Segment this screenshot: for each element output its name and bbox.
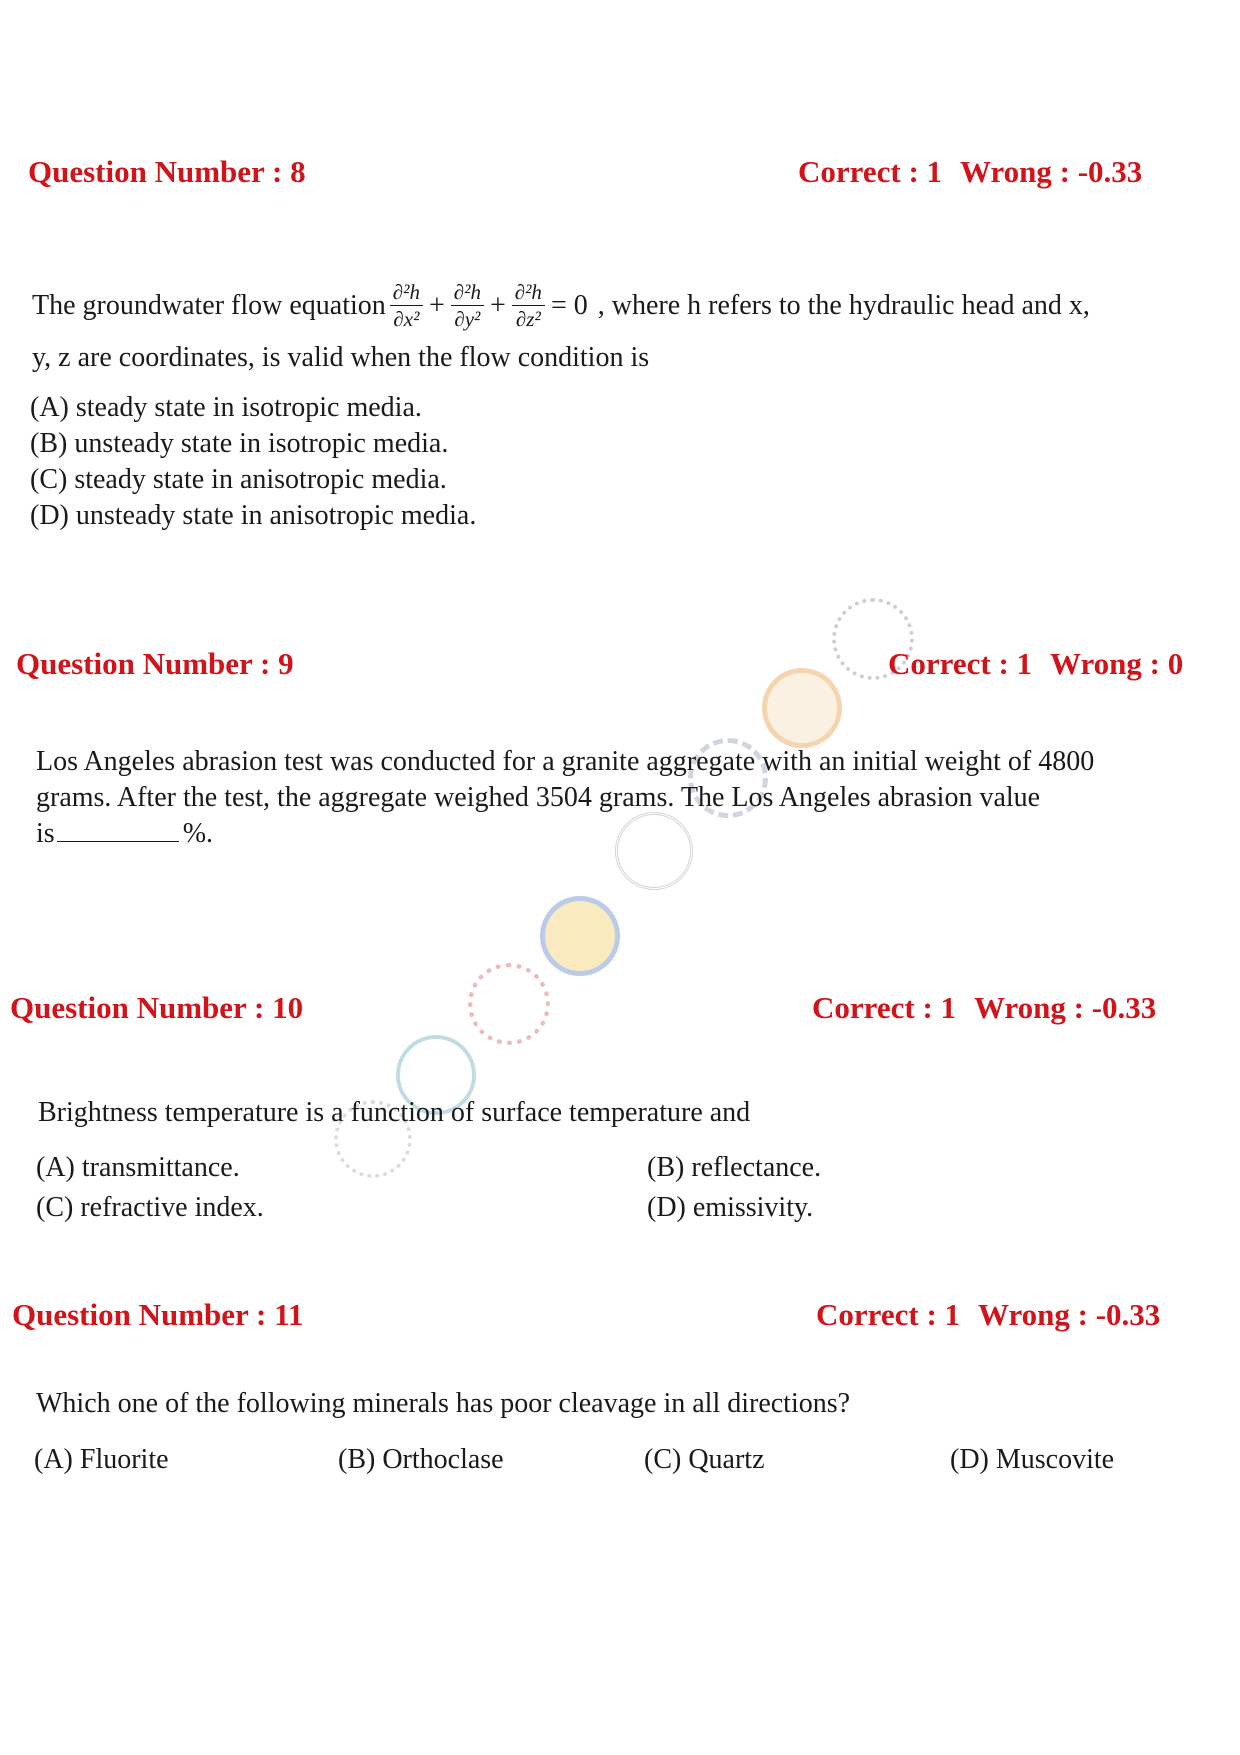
question-text-line2: grams. After the test, the aggregate weighed 3504 grams. The Los Angeles abrasion value <box>36 782 1041 813</box>
wrong-marks: Wrong : 0 <box>1050 646 1184 681</box>
question-number-heading: Question Number : 8 <box>28 154 306 189</box>
option-b: (B) Orthoclase <box>338 1444 504 1475</box>
correct-marks: Correct : 1 <box>798 154 943 189</box>
correct-marks: Correct : 1 <box>816 1297 961 1332</box>
correct-marks: Correct : 1 <box>888 646 1033 681</box>
watermark-seal-orange <box>762 668 842 748</box>
marks-info <box>798 154 1142 190</box>
question-text-start: The groundwater flow equation <box>32 289 386 321</box>
watermark-seal-colored <box>540 896 620 976</box>
wrong-marks: Wrong : -0.33 <box>960 154 1143 189</box>
option-a: (A) steady state in isotropic media. <box>30 392 422 423</box>
option-b: (B) unsteady state in isotropic media. <box>30 428 449 459</box>
option-d: (D) unsteady state in anisotropic media. <box>30 500 477 531</box>
fraction-x: $\frac{\text{∂²h}}{\text{∂x²}}$ <box>390 280 423 331</box>
question-text-line3: is %. <box>36 818 214 849</box>
question-text-line1: Los Angeles abrasion test was conducted for a granite aggregate with an initial weight of 4800 <box>36 746 1095 777</box>
option-c: (C) steady state in anisotropic media. <box>30 464 447 495</box>
option-a: (A) transmittance. <box>36 1152 240 1183</box>
marks-info <box>888 646 1183 682</box>
question-text: Which one of the following minerals has poor cleavage in all directions? <box>36 1388 851 1419</box>
option-c: (C) refractive index. <box>36 1192 264 1223</box>
question-text-line1 <box>32 280 1090 331</box>
wrong-marks: Wrong : -0.33 <box>978 1297 1161 1332</box>
fraction-y: $\frac{\text{∂²h}}{\text{∂y²}}$ <box>451 280 484 331</box>
watermark-seal-grey-mid <box>615 812 693 890</box>
option-b: (B) reflectance. <box>647 1152 822 1183</box>
wrong-marks: Wrong : -0.33 <box>974 990 1157 1025</box>
question-number-heading: Question Number : 9 <box>16 646 294 681</box>
laplace-equation: $\frac{\text{∂²h}}{\text{∂x²}}$ + $\frac{\text{∂²h}}{\text{∂y²}}$ + $\frac{\text{∂²h}}{\text{∂z²}}$ = 0 <box>390 280 594 331</box>
question-number-heading: Question Number : 10 <box>10 990 304 1025</box>
option-c: (C) Quartz <box>644 1444 765 1475</box>
question-number-heading: Question Number : 11 <box>12 1297 304 1332</box>
fraction-z: $\frac{\text{∂²h}}{\text{∂z²}}$ <box>512 280 545 331</box>
marks-info <box>816 1297 1160 1333</box>
option-a: (A) Fluorite <box>34 1444 169 1475</box>
question-text-end: , where h refers to the hydraulic head and x, <box>597 289 1090 321</box>
answer-blank <box>57 817 179 842</box>
question-text: Brightness temperature is a function of surface temperature and <box>38 1097 751 1128</box>
option-d: (D) Muscovite <box>950 1444 1115 1475</box>
option-d: (D) emissivity. <box>647 1192 814 1223</box>
marks-info <box>812 990 1156 1026</box>
question-text-line2: y, z are coordinates, is valid when the flow condition is <box>32 342 650 373</box>
correct-marks: Correct : 1 <box>812 990 957 1025</box>
watermark-seal-red <box>468 963 550 1045</box>
